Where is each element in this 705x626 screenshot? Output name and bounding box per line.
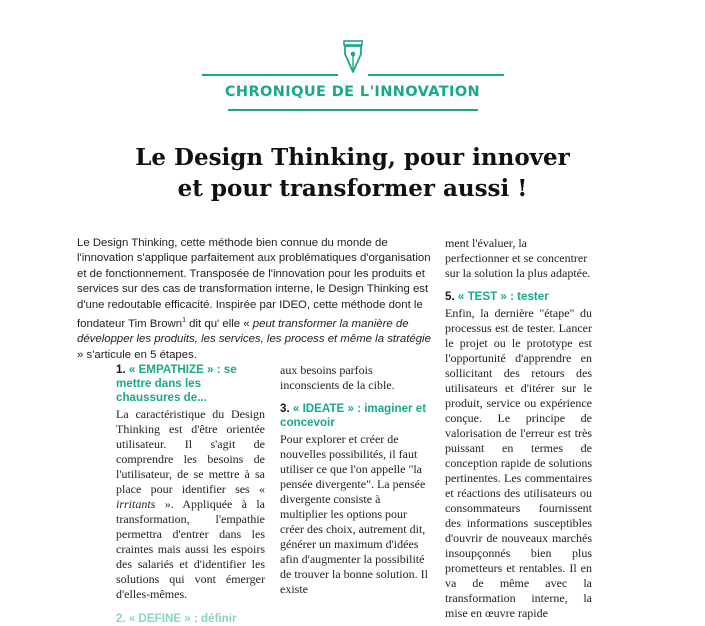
step-number: 3. xyxy=(280,402,290,415)
step-heading-ideate xyxy=(280,402,430,430)
step-body-empathize xyxy=(116,407,265,602)
define-continuation: aux besoins parfois inconscients de la cible. xyxy=(280,363,395,392)
step-body-ideate: Pour explorer et créer de nouvelles possibilités, il faut utiliser ce que l'on appelle "la pensée divergente". La pensée divergente consiste à multiplier les options pour créer des choix, autrement dit, générer un maximum d'idées afin d'augmenter la possibilité de trouver la bonne solution. Il existe xyxy=(280,432,428,596)
step-title: « TEST » : tester xyxy=(457,290,549,303)
prototype-continuation: ment l'évaluer, la perfectionner et se concentrer sur la solution la plus adaptée. xyxy=(445,236,591,280)
header-rule-right xyxy=(368,74,504,76)
step-heading-define-cut: 2. « DEFINE » : définir xyxy=(116,612,237,625)
title-line-1: Le Design Thinking, pour innover xyxy=(135,144,570,171)
emphasis-irritants: irritants xyxy=(116,497,156,511)
title-line-2: et pour transformer aussi ! xyxy=(177,175,528,202)
step-title: « IDEATE » : imaginer et concevoir xyxy=(280,402,427,429)
intro-text-2: dit qu' elle « xyxy=(186,317,253,330)
step-heading-test xyxy=(445,290,592,304)
column-2 xyxy=(280,363,430,597)
intro-text-1: Le Design Thinking, cette méthode bien connue du monde de l'innovation s'applique parfaitement aux problématiques d'organisation et de fonctionnement. Transposée de l'innovation pour les produits et services sur des cas de transformation interne, le Design Thinking est d'une redoutable efficacité. Inspirée par IDEO, cette méthode dont le fondateur Tim Brown xyxy=(77,237,431,330)
intro-quote: peut transformer la manière de développer les produits, les services, les process et même la stratégie xyxy=(77,317,431,346)
chronicle-header xyxy=(0,0,705,110)
article-title xyxy=(0,142,705,204)
column-3 xyxy=(445,236,592,621)
header-rule-bottom xyxy=(228,109,478,111)
step-number: 5. xyxy=(445,290,455,303)
step-text: La caractéristique du Design Thinking est d'être orientée utilisateur. Il s'agit de comprendre les besoins de l'utilisateur, de se mettre à sa place pour identifier ses « xyxy=(116,407,265,496)
step-body-test: Enfin, la dernière "étape" du processus est de tester. Lancer le projet ou le prototype est l'opportunité d'apprendre en sollicitant des retours des utilisateurs et d'itérer sur le produit, service ou expérience conçue. Le principe de valorisation de l'erreur est très puissant en termes de conception rapide de solutions pertinentes. Les commentaires et réactions des utilisateurs ou consommateurs fournissent des informations susceptibles d'ouvrir de nouveaux marchés insoupçonnés bien plus prometteurs et rentables. Il en va de même avec la transformation interne, la mise en œuvre rapide xyxy=(445,306,592,620)
intro-paragraph xyxy=(77,236,433,363)
step-number: 1. xyxy=(116,363,126,376)
step-text: ». Appliquée à la transformation, l'empathie permettra d'entrer dans les craintes mais aussi les espoirs des salariés et d'identifier les solutions qui vont émerger d'elles-mêmes. xyxy=(116,497,265,601)
intro-text-3: » s'articule en 5 étapes. xyxy=(77,348,197,361)
fountain-pen-icon xyxy=(338,40,368,76)
step-title: « EMPATHIZE » : se mettre dans les chaussures de... xyxy=(116,363,237,404)
column-1 xyxy=(116,363,265,626)
footnote-marker: 1 xyxy=(182,317,187,325)
header-rule-left xyxy=(202,74,338,76)
section-label: CHRONIQUE DE L'INNOVATION xyxy=(224,84,481,100)
step-heading-empathize xyxy=(116,363,265,405)
